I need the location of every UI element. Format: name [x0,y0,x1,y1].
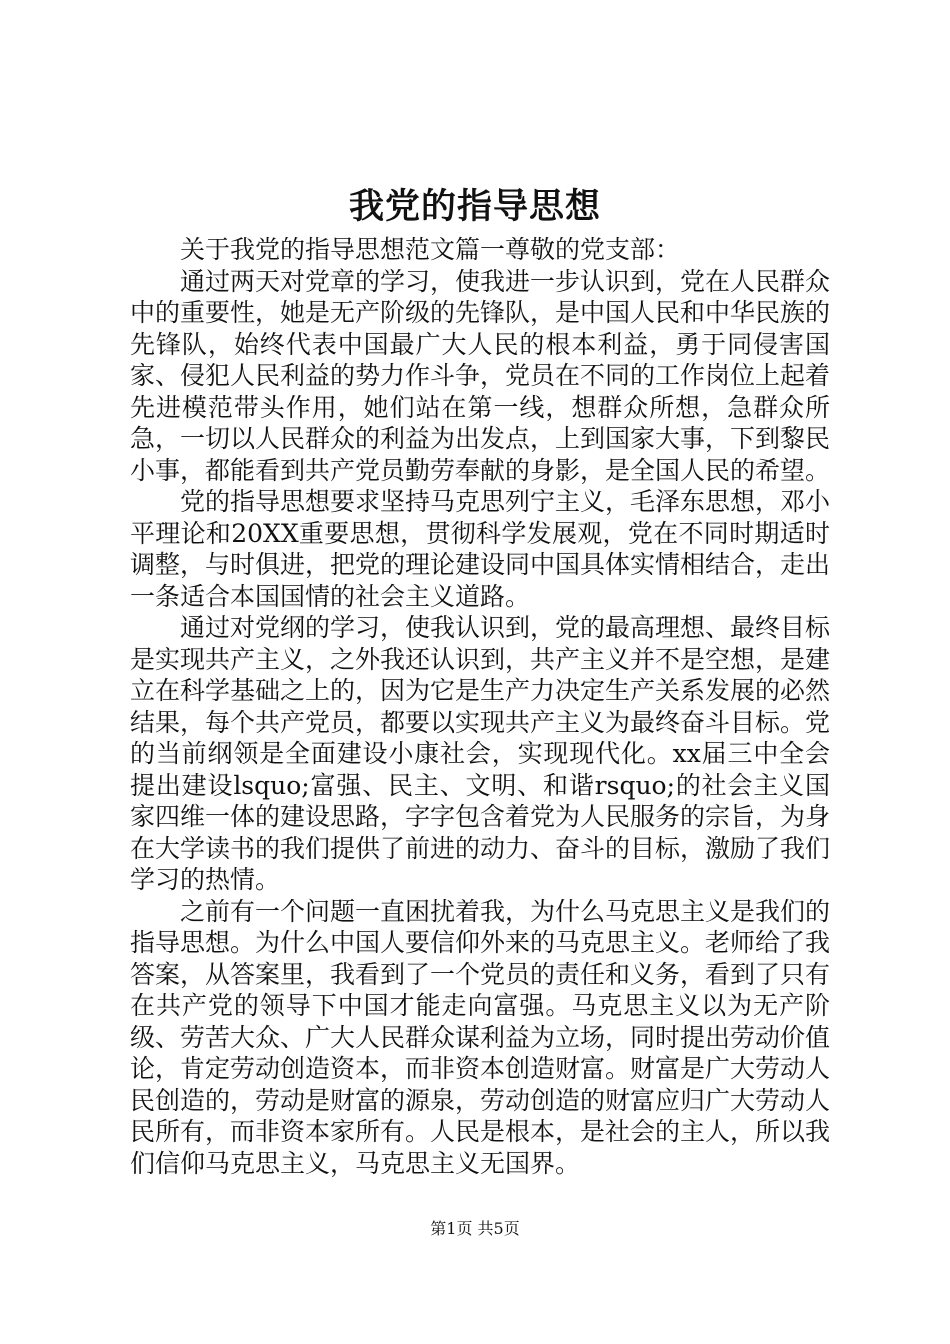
paragraph: 之前有一个问题一直困扰着我，为什么马克思主义是我们的指导思想。为什么中国人要信仰外来的马克思主义。老师给了我答案，从答案里，我看到了一个党员的责任和义务，看到了只有在共产党的领导下中国才能走向富强。马克思主义以为无产阶级、劳苦大众、广大人民群众谋利益为立场，同时提出劳动价值论，肯定劳动创造资本，而非资本创造财富。财富是广大劳动人民创造的，劳动是财富的源泉，劳动创造的财富应归广大劳动人民所有，而非资本家所有。人民是根本，是社会的主人，所以我们信仰马克思主义，马克思主义无国界。 [130,896,831,1178]
document-body [130,234,830,1179]
paragraph: 通过两天对党章的学习，使我进一步认识到，党在人民群众中的重要性，她是无产阶级的先锋队，是中国人民和中华民族的先锋队，始终代表中国最广大人民的根本利益，勇于同侵害国家、侵犯人民利益的势力作斗争，党员在不同的工作岗位上起着先进模范带头作用，她们站在第一线，想群众所想，急群众所急，一切以人民群众的利益为出发点，上到国家大事，下到黎民小事，都能看到共产党员勤劳奉献的身影，是全国人民的希望。 [130,266,831,485]
paragraph: 关于我党的指导思想范文篇一尊敬的党支部： [180,235,681,264]
paragraph: 党的指导思想要求坚持马克思列宁主义，毛泽东思想，邓小平理论和20XX重要思想，贯彻科学发展观，党在不同时期适时调整，与时俱进，把党的理论建设同中国具体实情相结合，走出一条适合本国国情的社会主义道路。 [130,487,831,611]
paragraph: 通过对党纲的学习，使我认识到，党的最高理想、最终目标是实现共产主义，之外我还认识到，共产主义并不是空想，是建立在科学基础之上的，因为它是生产力决定生产关系发展的必然结果，每个共产党员，都要以实现共产主义为最终奋斗目标。党的当前纲领是全面建设小康社会，实现现代化。xx届三中全会提出建设lsquo;富强、民主、文明、和谐rsquo;的社会主义国家四维一体的建设思路，字字包含着党为人民服务的宗旨，为身在大学读书的我们提供了前进的动力、奋斗的目标，激励了我们学习的热情。 [130,613,831,894]
document-title: 我党的指导思想 [348,186,601,227]
page-number-footer: 第1页 共5页 [430,1219,520,1238]
